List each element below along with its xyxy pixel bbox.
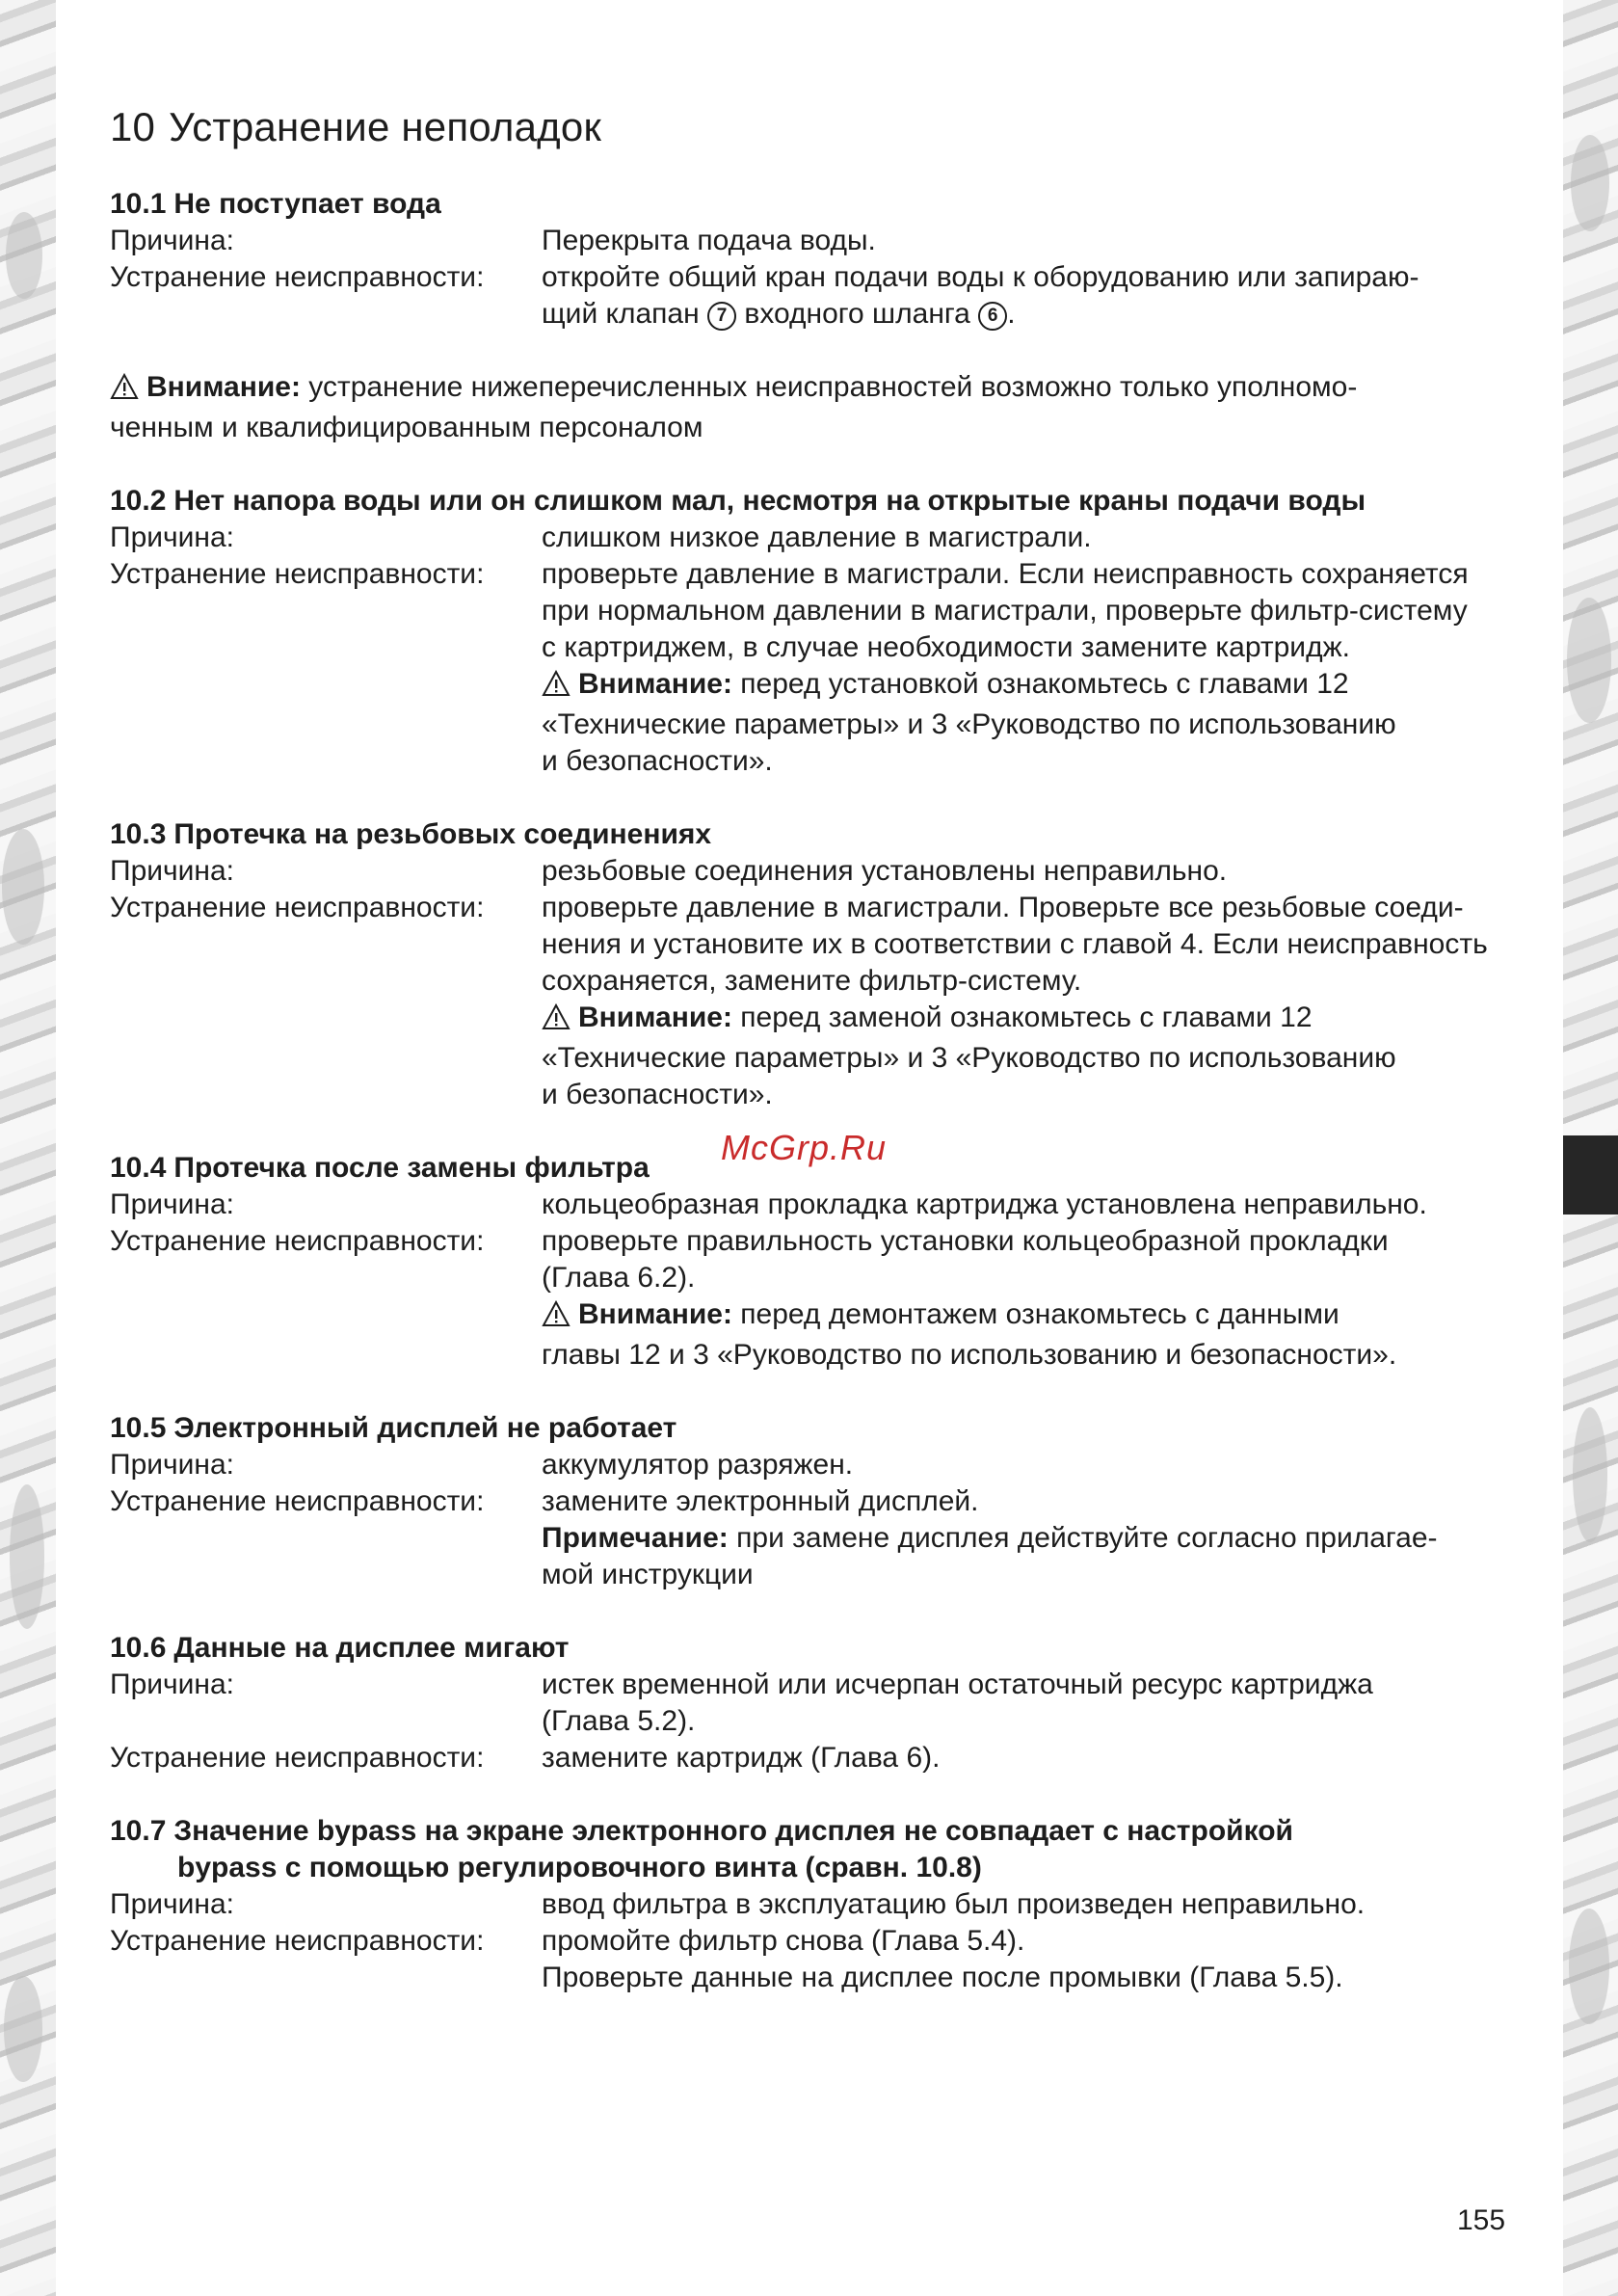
fix-text: промойте фильтр снова (Глава 5.4). Проверьте данные на дисплее после промывки (Глава 5.5). [542,1925,1343,1993]
cause-row [110,520,1507,556]
cause-label: Причина: [110,521,234,553]
cause-row [110,853,1507,890]
section-heading: 10.2 Нет напора воды или он слишком мал, несмотря на открытые краны подачи воды [110,485,1366,517]
fix-label: Устранение неисправности: [110,1925,485,1957]
cause-label: Причина: [110,1888,234,1920]
warning-triangle-icon [110,373,139,410]
cause-text: кольцеобразная прокладка картриджа установлена неправильно. [542,1188,1427,1220]
troubleshooting-content [110,186,1507,2033]
fix-row [110,259,1507,333]
reference-number-circle: 7 [707,302,736,331]
cause-label: Причина: [110,1669,234,1700]
section-10-6 [110,1630,1507,1776]
cause-text: истек временной или исчерпан остаточный ресурс картриджа (Глава 5.2). [542,1669,1373,1737]
fix-label: Устранение неисправности: [110,558,485,590]
cause-label: Причина: [110,225,234,256]
fix-row [110,1483,1507,1593]
fix-label: Устранение неисправности: [110,261,485,293]
section-heading: 10.7 Значение bypass на экране электронного дисплея не совпадает с настройкой bypass с помощью регулировочного винта (сравн. 10.8) [110,1815,1293,1883]
chapter-number: 10 [110,104,156,149]
fix-row [110,1740,1507,1776]
warning-triangle-icon [542,1300,570,1337]
fix-label: Устранение неисправности: [110,892,485,923]
fix-row [110,1923,1507,1996]
section-heading: 10.1 Не поступает вода [110,188,441,220]
section-heading: 10.4 Протечка после замены фильтра [110,1152,650,1184]
cause-text: резьбовые соединения установлены неправильно. [542,855,1228,887]
watermark: McGrp.Ru [721,1128,888,1167]
cause-text: ввод фильтра в эксплуатацию был произведен неправильно. [542,1888,1366,1920]
fix-text: откройте общий кран подачи воды к оборудованию или запираю- щий клапан 7 входного шланга 6 . [542,261,1419,330]
cause-row [110,1886,1507,1923]
fix-text: замените электронный дисплей. Примечание: при замене дисплея действуйте согласно прилагае- мой инструкции [542,1483,1507,1593]
inline-warning: Внимание: перед установкой ознакомьтесь с главами 12 [542,666,1507,707]
page-number: 155 [1457,2204,1506,2236]
section-heading: 10.6 Данные на дисплее мигают [110,1632,570,1664]
section-heading: 10.3 Протечка на резьбовых соединениях [110,818,712,850]
warning-triangle-icon [542,670,570,707]
fix-text: замените картридж (Глава 6). [542,1742,941,1774]
cause-row [110,1667,1507,1740]
section-10-1 [110,186,1507,333]
cause-row [110,1187,1507,1223]
chapter-title: Устранение неполадок [169,104,602,149]
cause-label: Причина: [110,1449,234,1481]
inline-warning: Внимание: перед демонтажем ознакомьтесь с данными [542,1296,1507,1337]
fix-text: проверьте правильность установки кольцеобразной прокладки (Глава 6.2). Внимание: перед демонтажем ознакомьтесь с данными главы 12 и 3 «Руководство по использованию и безопасности». [542,1223,1507,1374]
cause-text: аккумулятор разряжен. [542,1449,854,1481]
warning-triangle-icon [542,1003,570,1040]
reference-number-circle: 6 [978,302,1007,331]
warning-label: Внимание: [146,371,301,403]
fix-label: Устранение неисправности: [110,1485,485,1517]
cause-row [110,223,1507,259]
section-heading: 10.5 Электронный дисплей не работает [110,1412,677,1444]
chapter-side-tab [1563,1135,1618,1215]
left-decorative-border [0,0,56,2296]
section-10-7 [110,1813,1507,1996]
section-10-2 [110,483,1507,780]
inline-warning: Внимание: перед заменой ознакомьтесь с главами 12 [542,1000,1507,1040]
cause-text: слишком низкое давление в магистрали. [542,521,1092,553]
general-warning: Внимание: устранение нижеперечисленных неисправностей возможно только уполномо- ченным и квалифицированным персоналом [110,371,1358,443]
fix-row [110,556,1507,780]
fix-text: проверьте давление в магистрали. Если неисправность сохраняется при нормальном давлении в магистрали, проверьте фильтр-систему с картриджем, в случае необходимости замените картридж. Внимание: перед установкой ознакомьтесь с главами 12 «Технические параметры» и 3 «Руководство по использованию и безопасности». [542,556,1507,780]
cause-label: Причина: [110,855,234,887]
cause-text: Перекрыта подача воды. [542,225,876,256]
fix-label: Устранение неисправности: [110,1742,485,1774]
section-10-5 [110,1410,1507,1593]
fix-label: Устранение неисправности: [110,1225,485,1257]
cause-row [110,1447,1507,1483]
section-10-3 [110,816,1507,1113]
page-title [110,104,601,150]
fix-row [110,1223,1507,1374]
fix-text: проверьте давление в магистрали. Проверьте все резьбовые соеди- нения и установите их в соответствии с главой 4. Если неисправность сохраняется, замените фильтр-систему. Внимание: перед заменой ознакомьтесь с главами 12 «Технические параметры» и 3 «Руководство по использованию и безопасности». [542,890,1507,1113]
cause-label: Причина: [110,1188,234,1220]
note: Примечание: при замене дисплея действуйте согласно прилагае- [542,1522,1438,1554]
section-10-4 [110,1150,1507,1374]
fix-row [110,890,1507,1113]
